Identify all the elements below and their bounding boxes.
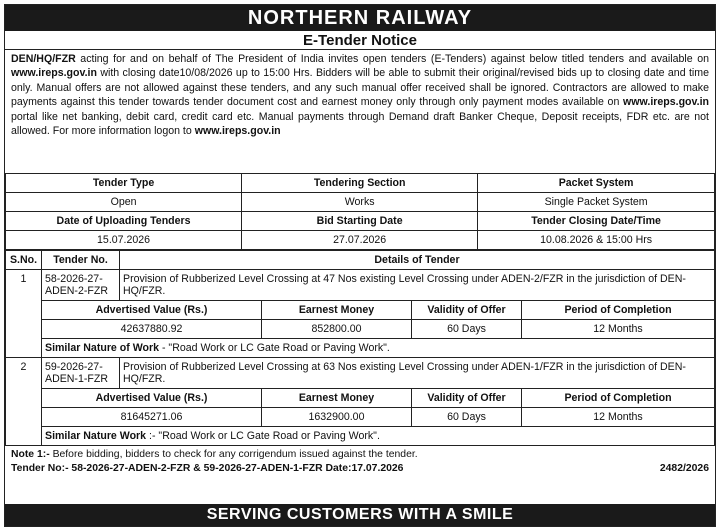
similar-work-row	[6, 339, 715, 358]
website-link-2[interactable]: www.ireps.gov.in	[623, 96, 709, 109]
period-of-completion: 12 Months	[522, 320, 715, 339]
details-header-row	[6, 251, 715, 270]
similar-work-text: :- "Road Work or LC Gate Road or Paving Work".	[146, 430, 380, 442]
advertised-value: 42637880.92	[42, 320, 262, 339]
similar-work-label: Similar Nature of Work	[45, 342, 160, 354]
tender-value-header-row	[6, 389, 715, 408]
header-packet-system: Packet System	[478, 174, 715, 193]
summary-value-row	[6, 193, 715, 212]
header-period: Period of Completion	[522, 301, 715, 320]
header-period: Period of Completion	[522, 389, 715, 408]
header-validity: Validity of Offer	[412, 301, 522, 320]
tender-row	[6, 270, 715, 301]
intro-text-1: acting for and on behalf of The President of India invites open tenders (E-Tenders) against below titled tenders and available on	[75, 53, 709, 65]
tender-row	[6, 358, 715, 389]
period-of-completion: 12 Months	[522, 408, 715, 427]
tender-sno: 2	[6, 358, 42, 446]
tender-description: Provision of Rubberized Level Crossing at 63 Nos existing Level Crossing under ADEN-1/FZR in the jurisdiction of DEN-HQ/FZR.	[120, 358, 715, 389]
summary-header-row	[6, 174, 715, 193]
note-section	[5, 446, 715, 478]
tender-value-row	[6, 408, 715, 427]
tender-notice	[4, 4, 716, 527]
tender-value-header-row	[6, 301, 715, 320]
note-line	[11, 448, 709, 462]
similar-work	[42, 339, 715, 358]
website-link-1[interactable]: www.ireps.gov.in	[11, 67, 97, 80]
header-bid-start: Bid Starting Date	[242, 212, 478, 231]
page-title: NORTHERN RAILWAY	[5, 5, 715, 31]
tender-value-row	[6, 320, 715, 339]
validity-of-offer: 60 Days	[412, 320, 522, 339]
similar-work-label: Similar Nature Work	[45, 430, 147, 442]
tendering-section-value: Works	[242, 193, 478, 212]
tender-sno: 1	[6, 270, 42, 358]
org-code: DEN/HQ/FZR	[11, 53, 76, 65]
header-validity: Validity of Offer	[412, 389, 522, 408]
tender-number: 59-2026-27-ADEN-1-FZR	[42, 358, 120, 389]
intro-text-3: portal like net banking, debit card, credit card etc. Manual payments through Demand draft Banker Cheque, Deposit receipts, FDR etc. are not allowed. For more information logon to	[11, 110, 709, 138]
dates-value-row	[6, 231, 715, 250]
intro-paragraph	[5, 50, 715, 173]
header-advertised-value: Advertised Value (Rs.)	[42, 301, 262, 320]
footer-slogan: SERVING CUSTOMERS WITH A SMILE	[5, 504, 715, 526]
header-tender-type: Tender Type	[6, 174, 242, 193]
tender-type-value: Open	[6, 193, 242, 212]
header-details: Details of Tender	[120, 251, 715, 270]
summary-table	[5, 173, 715, 250]
validity-of-offer: 60 Days	[412, 408, 522, 427]
header-earnest-money: Earnest Money	[262, 301, 412, 320]
upload-date-value: 15.07.2026	[6, 231, 242, 250]
note-text: Before bidding, bidders to check for any corrigendum issued against the tender.	[49, 449, 418, 460]
note-label: Note 1:-	[11, 449, 50, 460]
packet-system-value: Single Packet System	[478, 193, 715, 212]
tender-description: Provision of Rubberized Level Crossing at 47 Nos existing Level Crossing under ADEN-2/FZR in the jurisdiction of DEN-HQ/FZR.	[120, 270, 715, 301]
header-tendering-section: Tendering Section	[242, 174, 478, 193]
notice-number: 2482/2026	[659, 463, 709, 474]
tender-reference: Tender No:- 58-2026-27-ADEN-2-FZR & 59-2026-27-ADEN-1-FZR Date:17.07.2026	[11, 463, 404, 474]
earnest-money: 852800.00	[262, 320, 412, 339]
bid-start-value: 27.07.2026	[242, 231, 478, 250]
details-table	[5, 250, 715, 446]
website-link-3[interactable]: www.ireps.gov.in	[194, 125, 281, 138]
header-closing: Tender Closing Date/Time	[478, 212, 715, 231]
header-earnest-money: Earnest Money	[262, 389, 412, 408]
notice-subtitle: E-Tender Notice	[5, 31, 715, 50]
header-advertised-value: Advertised Value (Rs.)	[42, 389, 262, 408]
tender-number: 58-2026-27-ADEN-2-FZR	[42, 270, 120, 301]
similar-work-text: - "Road Work or LC Gate Road or Paving Work".	[159, 342, 390, 354]
intro-text-2: with closing date10/08/2026 up to 15:00 Hrs. Bidders will be able to submit their original/revised bids up to closing date and time only. Manual offers are not allowed against these tenders, and any such manual offer received shall be ignored. Contractors are allowed to make payments against this tender towards tender document cost and earnest money only through only payment modes available on	[11, 67, 709, 109]
earnest-money: 1632900.00	[262, 408, 412, 427]
dates-header-row	[6, 212, 715, 231]
header-upload-date: Date of Uploading Tenders	[6, 212, 242, 231]
similar-work	[42, 427, 715, 446]
tender-reference-line	[11, 462, 709, 476]
closing-value: 10.08.2026 & 15:00 Hrs	[478, 231, 715, 250]
header-tender-no: Tender No.	[42, 251, 120, 270]
advertised-value: 81645271.06	[42, 408, 262, 427]
similar-work-row	[6, 427, 715, 446]
header-sno: S.No.	[6, 251, 42, 270]
